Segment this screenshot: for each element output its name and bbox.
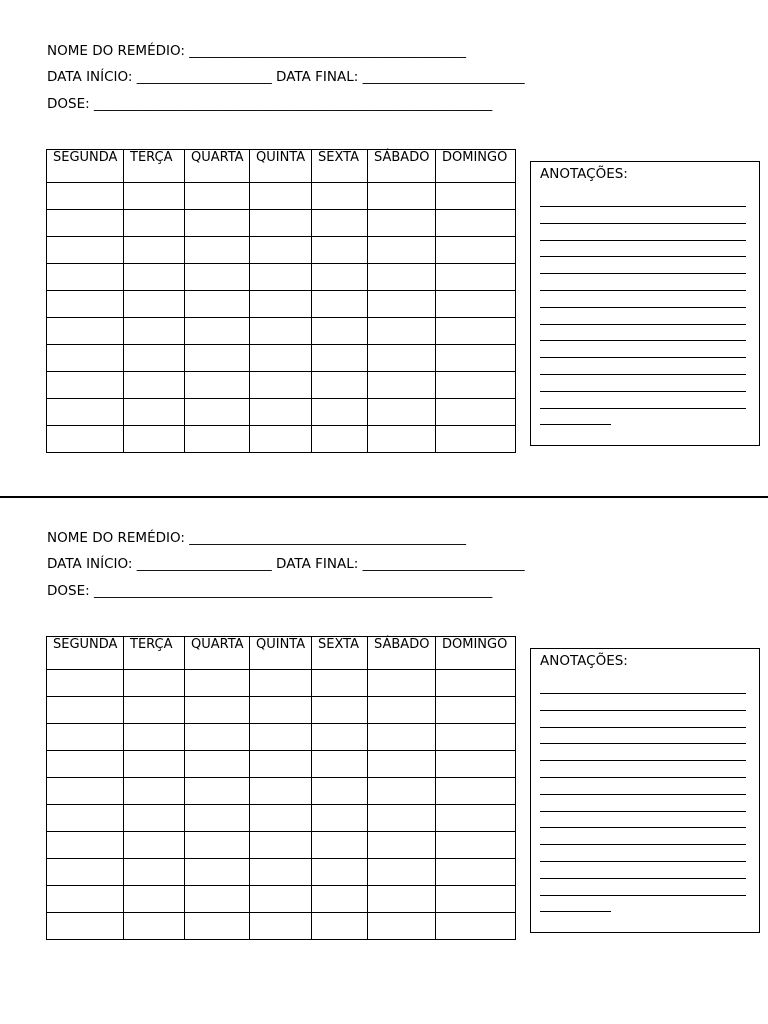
schedule-cell[interactable] [312,183,368,210]
schedule-cell[interactable] [47,237,124,264]
table-row [47,913,516,940]
day-header: QUINTA [250,637,312,670]
schedule-cell[interactable] [312,345,368,372]
schedule-cell[interactable] [368,399,436,426]
table-row [47,886,516,913]
schedule-cell[interactable] [185,183,250,210]
day-header: SEGUNDA [47,637,124,670]
schedule-cell[interactable] [368,751,436,778]
schedule-cell[interactable] [185,751,250,778]
schedule-cell[interactable] [185,697,250,724]
schedule-cell[interactable] [436,751,516,778]
note-line[interactable] [540,710,746,711]
schedule-cell[interactable] [312,913,368,940]
schedule-cell[interactable] [436,859,516,886]
schedule-cell[interactable] [47,264,124,291]
schedule-cell[interactable] [124,697,185,724]
note-line[interactable] [540,374,746,375]
day-header: DOMINGO [436,637,516,670]
schedule-cell[interactable] [312,670,368,697]
schedule-cell[interactable] [47,886,124,913]
schedule-cell[interactable] [124,724,185,751]
schedule-cell[interactable] [250,832,312,859]
schedule-cell[interactable] [124,210,185,237]
schedule-cell[interactable] [185,859,250,886]
note-line[interactable] [540,240,746,241]
table-row [47,372,516,399]
schedule-cell[interactable] [368,264,436,291]
dose-field[interactable]: DOSE: ___________________________________________________________ [47,96,493,112]
schedule-cell[interactable] [47,778,124,805]
schedule-cell[interactable] [124,372,185,399]
schedule-cell[interactable] [312,399,368,426]
note-line[interactable] [540,324,746,325]
schedule-cell[interactable] [436,291,516,318]
note-line[interactable] [540,206,746,207]
schedule-cell[interactable] [250,399,312,426]
schedule-cell[interactable] [124,886,185,913]
note-line[interactable] [540,256,746,257]
schedule-cell[interactable] [47,670,124,697]
table-row [47,778,516,805]
schedule-cell[interactable] [47,291,124,318]
schedule-cell[interactable] [368,291,436,318]
notes-box [530,161,760,446]
note-line[interactable] [540,223,746,224]
schedule-cell[interactable] [124,751,185,778]
schedule-cell[interactable] [250,318,312,345]
schedule-cell[interactable] [124,318,185,345]
schedule-cell[interactable] [124,778,185,805]
day-header: SÁBADO [368,150,436,183]
day-header: SEGUNDA [47,150,124,183]
schedule-cell[interactable] [312,318,368,345]
schedule-cell[interactable] [436,426,516,453]
schedule-cell[interactable] [185,426,250,453]
schedule-cell[interactable] [250,237,312,264]
schedule-cell[interactable] [250,291,312,318]
schedule-cell[interactable] [185,724,250,751]
schedule-cell[interactable] [124,264,185,291]
schedule-cell[interactable] [185,210,250,237]
notes-box [530,648,760,933]
schedule-cell[interactable] [312,832,368,859]
schedule-cell[interactable] [312,264,368,291]
schedule-cell[interactable] [250,778,312,805]
day-header: SEXTA [312,637,368,670]
schedule-cell[interactable] [368,372,436,399]
schedule-cell[interactable] [250,264,312,291]
schedule-body [47,183,516,453]
schedule-cell[interactable] [368,210,436,237]
table-header-row [47,637,516,670]
schedule-cell[interactable] [47,859,124,886]
schedule-cell[interactable] [250,670,312,697]
day-header: SEXTA [312,150,368,183]
schedule-cell[interactable] [124,913,185,940]
schedule-cell[interactable] [47,724,124,751]
note-line[interactable] [540,340,746,341]
schedule-cell[interactable] [436,345,516,372]
weekly-schedule-table [46,636,516,940]
note-line[interactable] [540,777,746,778]
schedule-cell[interactable] [436,886,516,913]
table-row [47,237,516,264]
table-row [47,318,516,345]
note-line[interactable] [540,911,611,912]
schedule-cell[interactable] [368,697,436,724]
schedule-cell[interactable] [368,805,436,832]
schedule-cell[interactable] [47,183,124,210]
schedule-cell[interactable] [185,832,250,859]
schedule-cell[interactable] [312,426,368,453]
schedule-cell[interactable] [47,210,124,237]
day-header: QUINTA [250,150,312,183]
note-line[interactable] [540,290,746,291]
weekly-schedule-table [46,149,516,453]
day-header: QUARTA [185,150,250,183]
note-line[interactable] [540,827,746,828]
note-line[interactable] [540,357,746,358]
day-header: QUARTA [185,637,250,670]
medication-form-1 [0,0,768,487]
table-row [47,805,516,832]
table-row [47,697,516,724]
schedule-cell[interactable] [368,670,436,697]
schedule-cell[interactable] [47,318,124,345]
note-line[interactable] [540,743,746,744]
table-row [47,426,516,453]
schedule-cell[interactable] [185,345,250,372]
schedule-cell[interactable] [312,210,368,237]
schedule-cell[interactable] [312,859,368,886]
schedule-cell[interactable] [368,832,436,859]
dates-field[interactable]: DATA INÍCIO: ____________________ DATA FINAL: ________________________ [47,69,525,85]
schedule-cell[interactable] [436,724,516,751]
schedule-cell[interactable] [436,318,516,345]
schedule-cell[interactable] [250,210,312,237]
note-line[interactable] [540,273,746,274]
schedule-cell[interactable] [250,724,312,751]
schedule-cell[interactable] [250,697,312,724]
medication-name-field[interactable]: NOME DO REMÉDIO: _________________________________________ [47,43,466,59]
schedule-cell[interactable] [312,724,368,751]
schedule-cell[interactable] [185,291,250,318]
day-header: SÁBADO [368,637,436,670]
table-row [47,859,516,886]
schedule-cell[interactable] [312,778,368,805]
note-line[interactable] [540,424,611,425]
schedule-cell[interactable] [368,859,436,886]
schedule-cell[interactable] [47,426,124,453]
table-row [47,724,516,751]
note-line[interactable] [540,693,746,694]
schedule-cell[interactable] [250,886,312,913]
note-line[interactable] [540,861,746,862]
schedule-cell[interactable] [185,805,250,832]
schedule-cell[interactable] [47,832,124,859]
schedule-cell[interactable] [436,670,516,697]
schedule-cell[interactable] [47,751,124,778]
schedule-cell[interactable] [436,183,516,210]
schedule-cell[interactable] [436,210,516,237]
schedule-cell[interactable] [312,751,368,778]
schedule-cell[interactable] [312,291,368,318]
note-line[interactable] [540,408,746,409]
schedule-cell[interactable] [124,805,185,832]
note-line[interactable] [540,895,746,896]
schedule-cell[interactable] [368,426,436,453]
schedule-cell[interactable] [368,237,436,264]
note-line[interactable] [540,307,746,308]
schedule-cell[interactable] [250,345,312,372]
schedule-cell[interactable] [436,697,516,724]
schedule-cell[interactable] [312,697,368,724]
schedule-cell[interactable] [312,372,368,399]
table-row [47,399,516,426]
schedule-cell[interactable] [185,264,250,291]
note-line[interactable] [540,878,746,879]
table-row [47,183,516,210]
schedule-cell[interactable] [368,913,436,940]
schedule-cell[interactable] [250,805,312,832]
schedule-cell[interactable] [185,913,250,940]
schedule-cell[interactable] [436,372,516,399]
schedule-cell[interactable] [185,237,250,264]
schedule-cell[interactable] [436,237,516,264]
schedule-cell[interactable] [47,697,124,724]
table-row [47,670,516,697]
note-line[interactable] [540,811,746,812]
dates-field[interactable]: DATA INÍCIO: ____________________ DATA FINAL: ________________________ [47,556,525,572]
table-row [47,345,516,372]
note-line[interactable] [540,760,746,761]
table-row [47,751,516,778]
schedule-cell[interactable] [250,426,312,453]
schedule-cell[interactable] [436,399,516,426]
schedule-cell[interactable] [368,345,436,372]
schedule-cell[interactable] [436,805,516,832]
schedule-body [47,670,516,940]
schedule-cell[interactable] [368,318,436,345]
schedule-cell[interactable] [47,345,124,372]
schedule-cell[interactable] [368,183,436,210]
schedule-cell[interactable] [436,832,516,859]
schedule-cell[interactable] [368,724,436,751]
dose-field[interactable]: DOSE: ___________________________________________________________ [47,583,493,599]
schedule-cell[interactable] [436,264,516,291]
schedule-cell[interactable] [124,183,185,210]
schedule-cell[interactable] [436,778,516,805]
schedule-cell[interactable] [185,778,250,805]
medication-form-2 [0,487,768,974]
schedule-cell[interactable] [124,399,185,426]
schedule-cell[interactable] [124,670,185,697]
schedule-cell[interactable] [47,913,124,940]
schedule-cell[interactable] [436,913,516,940]
schedule-cell[interactable] [312,805,368,832]
schedule-cell[interactable] [368,886,436,913]
note-line[interactable] [540,794,746,795]
schedule-cell[interactable] [124,291,185,318]
schedule-cell[interactable] [185,399,250,426]
schedule-cell[interactable] [312,886,368,913]
table-row [47,291,516,318]
schedule-cell[interactable] [124,859,185,886]
schedule-cell[interactable] [185,372,250,399]
notes-title: ANOTAÇÕES: [540,166,628,182]
schedule-cell[interactable] [368,778,436,805]
schedule-cell[interactable] [47,399,124,426]
schedule-cell[interactable] [185,670,250,697]
schedule-cell[interactable] [47,805,124,832]
table-row [47,264,516,291]
schedule-cell[interactable] [250,372,312,399]
schedule-cell[interactable] [124,237,185,264]
day-header: TERÇA [124,150,185,183]
schedule-cell[interactable] [312,237,368,264]
schedule-cell[interactable] [124,426,185,453]
schedule-cell[interactable] [185,886,250,913]
notes-title: ANOTAÇÕES: [540,653,628,669]
schedule-cell[interactable] [124,832,185,859]
schedule-cell[interactable] [250,913,312,940]
schedule-cell[interactable] [250,183,312,210]
note-line[interactable] [540,844,746,845]
day-header: TERÇA [124,637,185,670]
note-line[interactable] [540,727,746,728]
day-header: DOMINGO [436,150,516,183]
note-line[interactable] [540,391,746,392]
table-row [47,832,516,859]
schedule-cell[interactable] [250,859,312,886]
table-header-row [47,150,516,183]
medication-name-field[interactable]: NOME DO REMÉDIO: _________________________________________ [47,530,466,546]
schedule-cell[interactable] [250,751,312,778]
schedule-cell[interactable] [185,318,250,345]
schedule-cell[interactable] [47,372,124,399]
table-row [47,210,516,237]
schedule-cell[interactable] [124,345,185,372]
